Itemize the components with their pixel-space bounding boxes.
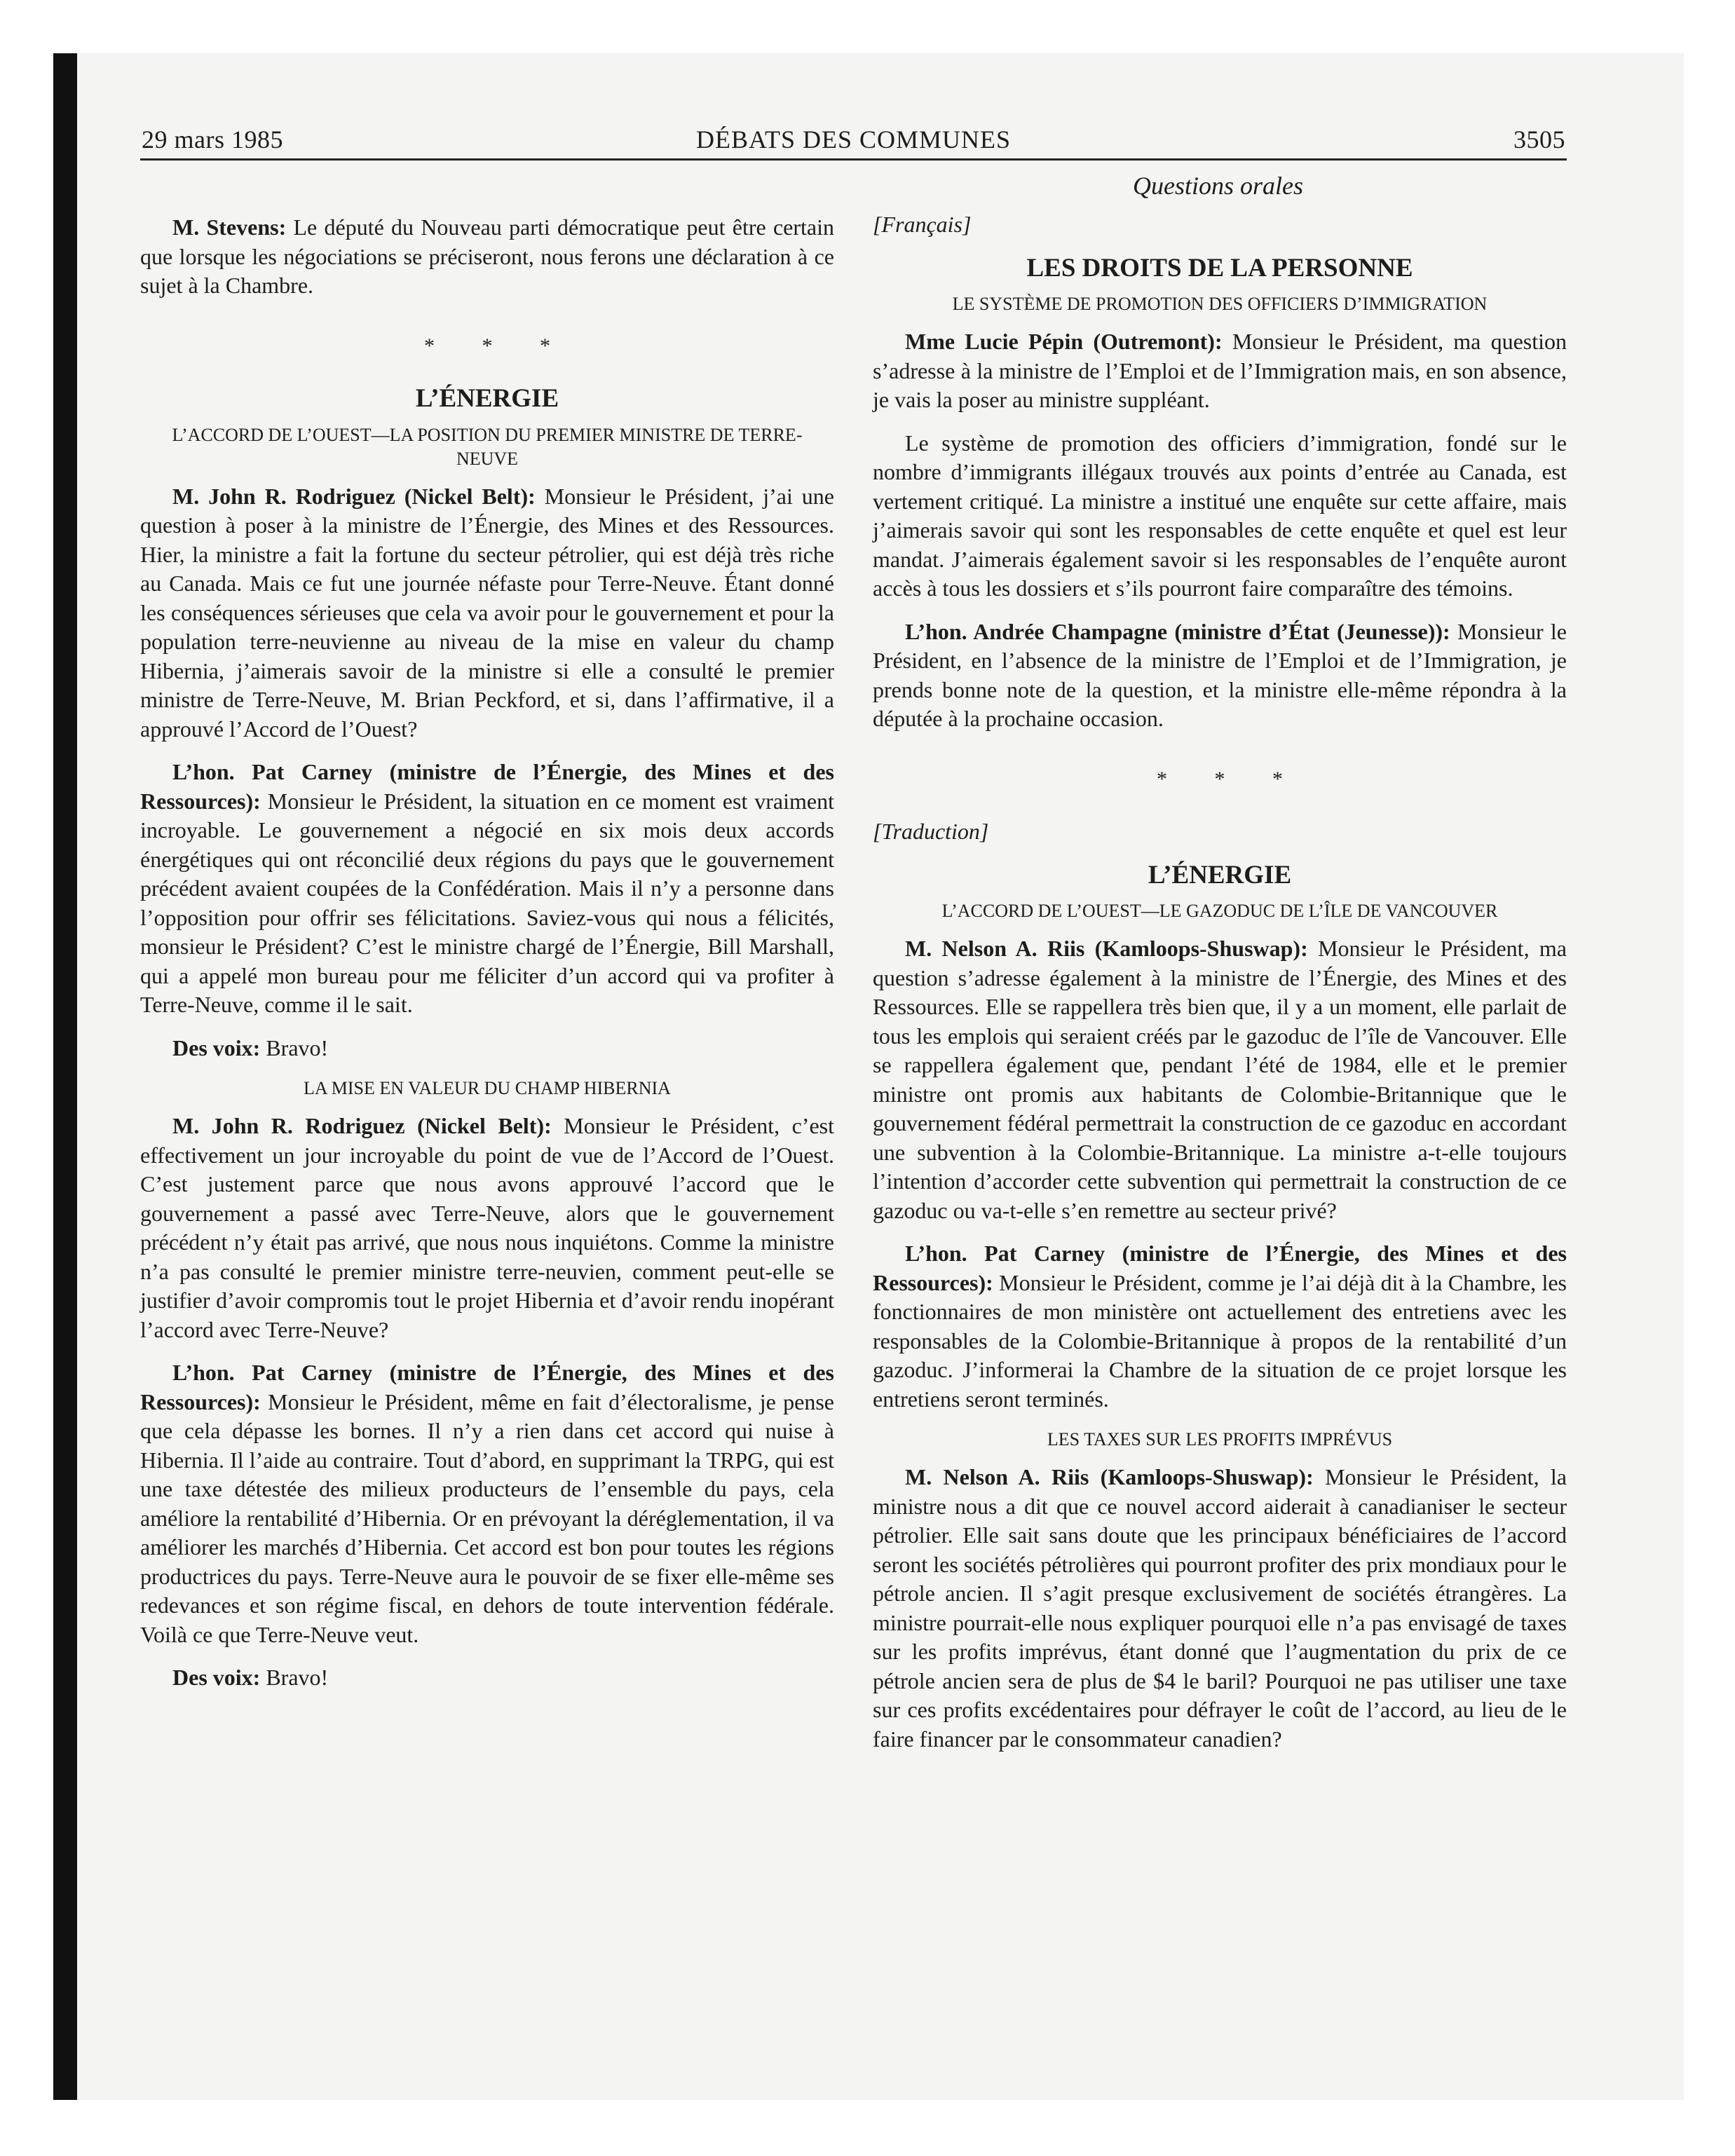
speaker: Des voix: — [172, 1035, 261, 1060]
language-marker: [Français] — [873, 212, 972, 237]
speaker: L’hon. Pat Carney (ministre de l’Énergie, des Mines et des Ressources): — [140, 1360, 834, 1414]
speaker: L’hon. Pat Carney (ministre de l’Énergie, des Mines et des Ressources): — [873, 1241, 1567, 1295]
speech-text: Bravo! — [260, 1035, 329, 1060]
paragraph — [140, 1358, 834, 1649]
paragraph — [140, 482, 834, 744]
speaker: L’hon. Andrée Champagne (ministre d’État (Jeunesse)): — [905, 618, 1450, 644]
right-column — [873, 210, 1567, 1768]
speaker: M. Nelson A. Riis (Kamloops-Shuswap): — [905, 1464, 1314, 1489]
left-column — [140, 213, 834, 1707]
subsection-heading: L’ACCORD DE L’OUEST—LA POSITION DU PREMIER MINISTRE DE TERRE-NEUVE — [172, 424, 803, 469]
paragraph — [873, 618, 1567, 734]
speech-text: Monsieur le Président, j’ai une question à poser à la ministre de l’Énergie, des Mines et des Ressources. Hier, la ministre a fait la fortune du secteur pétrolier, qui est déjà très riche au Canada. Mais ce fut une journée néfaste pour Terre-Neuve. Étant donné les conséquences sérieuses que cela va avoir pour le gouvernement et pour la population terre-neuvienne au niveau de la mise en valeur du champ Hibernia, j’aimerais savoir de la ministre si elle a consulté le premier ministre de Terre-Neuve, M. Brian Peckford, et si, dans l’affirmative, il a approuvé l’Accord de l’Ouest? — [140, 483, 835, 742]
subsection-heading: LA MISE EN VALEUR DU CHAMP HIBERNIA — [304, 1078, 671, 1098]
speaker: Mme Lucie Pépin (Outremont): — [905, 329, 1223, 354]
speech-text: Monsieur le Président, comme je l’ai déjà dit à la Chambre, les fonctionnaires de mon ministère ont actuellement des entretiens avec les responsables de la Colombie-Britannique à propos de la rentabilité d’un gazoduc. J’informerai la Chambre de la situation de ce projet lorsque les entretiens seront terminés. — [873, 1269, 1567, 1412]
running-header — [140, 119, 1567, 161]
document-page — [140, 0, 1567, 2156]
section-heading: LES DROITS DE LA PERSONNE — [1026, 253, 1413, 282]
paragraph — [140, 1034, 834, 1063]
paragraph: Le système de promotion des officiers d’immigration, fondé sur le nombre d’immigrants illégaux trouvés aux points d’entrée au Canada, est vertement critiqué. La ministre a institué une enquête sur cette affaire, mais j’aimerais savoir qui sont les responsables de cette enquête et quel est leur mandat. J’aimerais également savoir si les responsables de l’enquête auront accès à tous les dossiers et s’ils pourront faire comparaître des témoins. — [873, 430, 1567, 601]
header-date: 29 mars 1985 — [142, 125, 283, 153]
paragraph — [873, 934, 1567, 1225]
binding-edge — [53, 53, 77, 2100]
speaker: M. Nelson A. Riis (Kamloops-Shuswap): — [905, 936, 1308, 961]
speech-text: Monsieur le Président, même en fait d’électoralisme, je pense que cela dépasse les bornes. Il n’y a rien dans cet accord qui nuise à Hibernia. Il l’aide au contraire. Tout d’abord, en supprimant la TRPG, qui est une taxe détestée des milieux producteurs de l’ensemble du pays, cela améliore la rentabilité d’Hibernia. Or en prévoyant la déréglementation, il va améliorer les marchés d’Hibernia. Cet accord est bon pour toutes les régions productrices du pays. Terre-Neuve aura le pouvoir de se fixer elle-même ses redevances et son régime fiscal, en dehors de toute intervention fédérale. Voilà ce que Terre-Neuve veut. — [140, 1389, 834, 1647]
speech-text: Monsieur le Président, la situation en ce moment est vraiment incroyable. Le gouvernement a négocié en six mois deux accords énergétiques qui ont réconcilié deux régions du pays que le gouvernement précédent avaient coupées de la Confédération. Mais il n’y a personne dans l’opposition pour offrir ses félicitations. Saviez-vous qui nous a félicités, monsieur le Président? C’est le ministre chargé de l’Énergie, Bill Marshall, qui a appelé mon bureau pour me féliciter d’un accord qui va profiter à Terre-Neuve, comme il le sait. — [140, 788, 834, 1017]
section-separator: * * * — [1157, 767, 1304, 791]
subsection-heading: L’ACCORD DE L’OUEST—LE GAZODUC DE L’ÎLE DE VANCOUVER — [941, 901, 1498, 921]
paragraph — [140, 213, 834, 301]
speech-text: Le député du Nouveau parti démocratique peut être certain que lorsque les négociations se préciseront, nous ferons une déclaration à ce sujet à la Chambre. — [140, 214, 835, 298]
speaker: L’hon. Pat Carney (ministre de l’Énergie, des Mines et des Ressources): — [140, 759, 834, 814]
paragraph — [873, 1239, 1567, 1414]
subsection-heading: LES TAXES SUR LES PROFITS IMPRÉVUS — [1047, 1429, 1393, 1449]
language-marker: [Traduction] — [873, 819, 989, 844]
speech-text: Monsieur le Président, ma question s’adresse à la ministre de l’Emploi et de l’Immigration mais, en son absence, je vais la poser au ministre suppléant. — [873, 329, 1567, 412]
section-separator: * * * — [424, 334, 571, 357]
paragraph — [140, 1663, 834, 1693]
paragraph — [140, 758, 834, 1020]
paragraph — [873, 327, 1567, 415]
paragraph — [140, 1112, 834, 1344]
speech-text: Bravo! — [260, 1665, 329, 1690]
speaker: Des voix: — [172, 1665, 261, 1690]
speech-text: Monsieur le Président, ma question s’adresse également à la ministre de l’Énergie, des Mines et des Ressources. Elle se rappellera très bien que, il y a un moment, elle parlait de tous les emplois qui seraient créés par le gazoduc de l’île de Vancouver. Elle se rappellera également que, pendant l’été de 1984, elle et le premier ministre ont promis aux habitants de Colombie-Britannique que le gouvernement fédéral permettrait la construction de ce gazoduc en accordant une subvention à la Colombie-Britannique. La ministre a-t-elle toujours l’intention d’accorder cette subvention qui permettrait la construction de ce gazoduc ou va-t-elle s’en remettre au secteur privé? — [873, 936, 1567, 1223]
speech-text: Monsieur le Président, la ministre nous a dit que ce nouvel accord aiderait à canadianiser le secteur pétrolier. Elle sait sans doute que les principaux bénéficiaires de l’accord seront les sociétés pétrolières qui pourront profiter des prix mondiaux pour le pétrole ancien. Il s’agit presque exclusivement de sociétés étrangères. La ministre pourrait-elle nous expliquer pourquoi elle n’a pas envisagé de taxes sur les profits imprévus, étant donné que l’augmentation du prix de ce pétrole ancien sera de plus de $4 le baril? Pourquoi ne pas utiliser une taxe sur ces profits excédentaires pour défrayer le coût de l’accord, au lieu de le faire financer par le consommateur canadien? — [873, 1464, 1567, 1752]
speaker: M. John R. Rodriguez (Nickel Belt): — [172, 483, 536, 509]
speaker: M. John R. Rodriguez (Nickel Belt): — [172, 1113, 552, 1138]
paragraph — [873, 1463, 1567, 1754]
speech-text: Monsieur le Président, c’est effectivement un jour incroyable du point de vue de l’Accord de l’Ouest. C’est justement parce que nous avons approuvé l’accord que le gouvernement a passé avec Terre-Neuve, alors que le gouvernement précédent n’y était pas arrivé, que nous nous inquiétons. Comme la ministre n’a pas consulté le premier ministre terre-neuvien, comment peut-elle se justifier d’avoir compromis tout le projet Hibernia et d’avoir rendu inopérant l’accord avec Terre-Neuve? — [140, 1113, 835, 1342]
speech-text: Monsieur le Président, en l’absence de la ministre de l’Emploi et de l’Immigration, je prends bonne note de la question, et la ministre elle-même répondra à la députée à la prochaine occasion. — [873, 618, 1567, 731]
section-heading: L’ÉNERGIE — [415, 384, 559, 413]
section-heading: L’ÉNERGIE — [1148, 860, 1292, 889]
subsection-heading: LE SYSTÈME DE PROMOTION DES OFFICIERS D’IMMIGRATION — [952, 294, 1488, 314]
section-title: Questions orales — [1133, 172, 1303, 200]
page-number: 3505 — [1513, 125, 1565, 153]
speaker: M. Stevens: — [172, 214, 287, 240]
header-title: DÉBATS DES COMMUNES — [695, 125, 1012, 153]
